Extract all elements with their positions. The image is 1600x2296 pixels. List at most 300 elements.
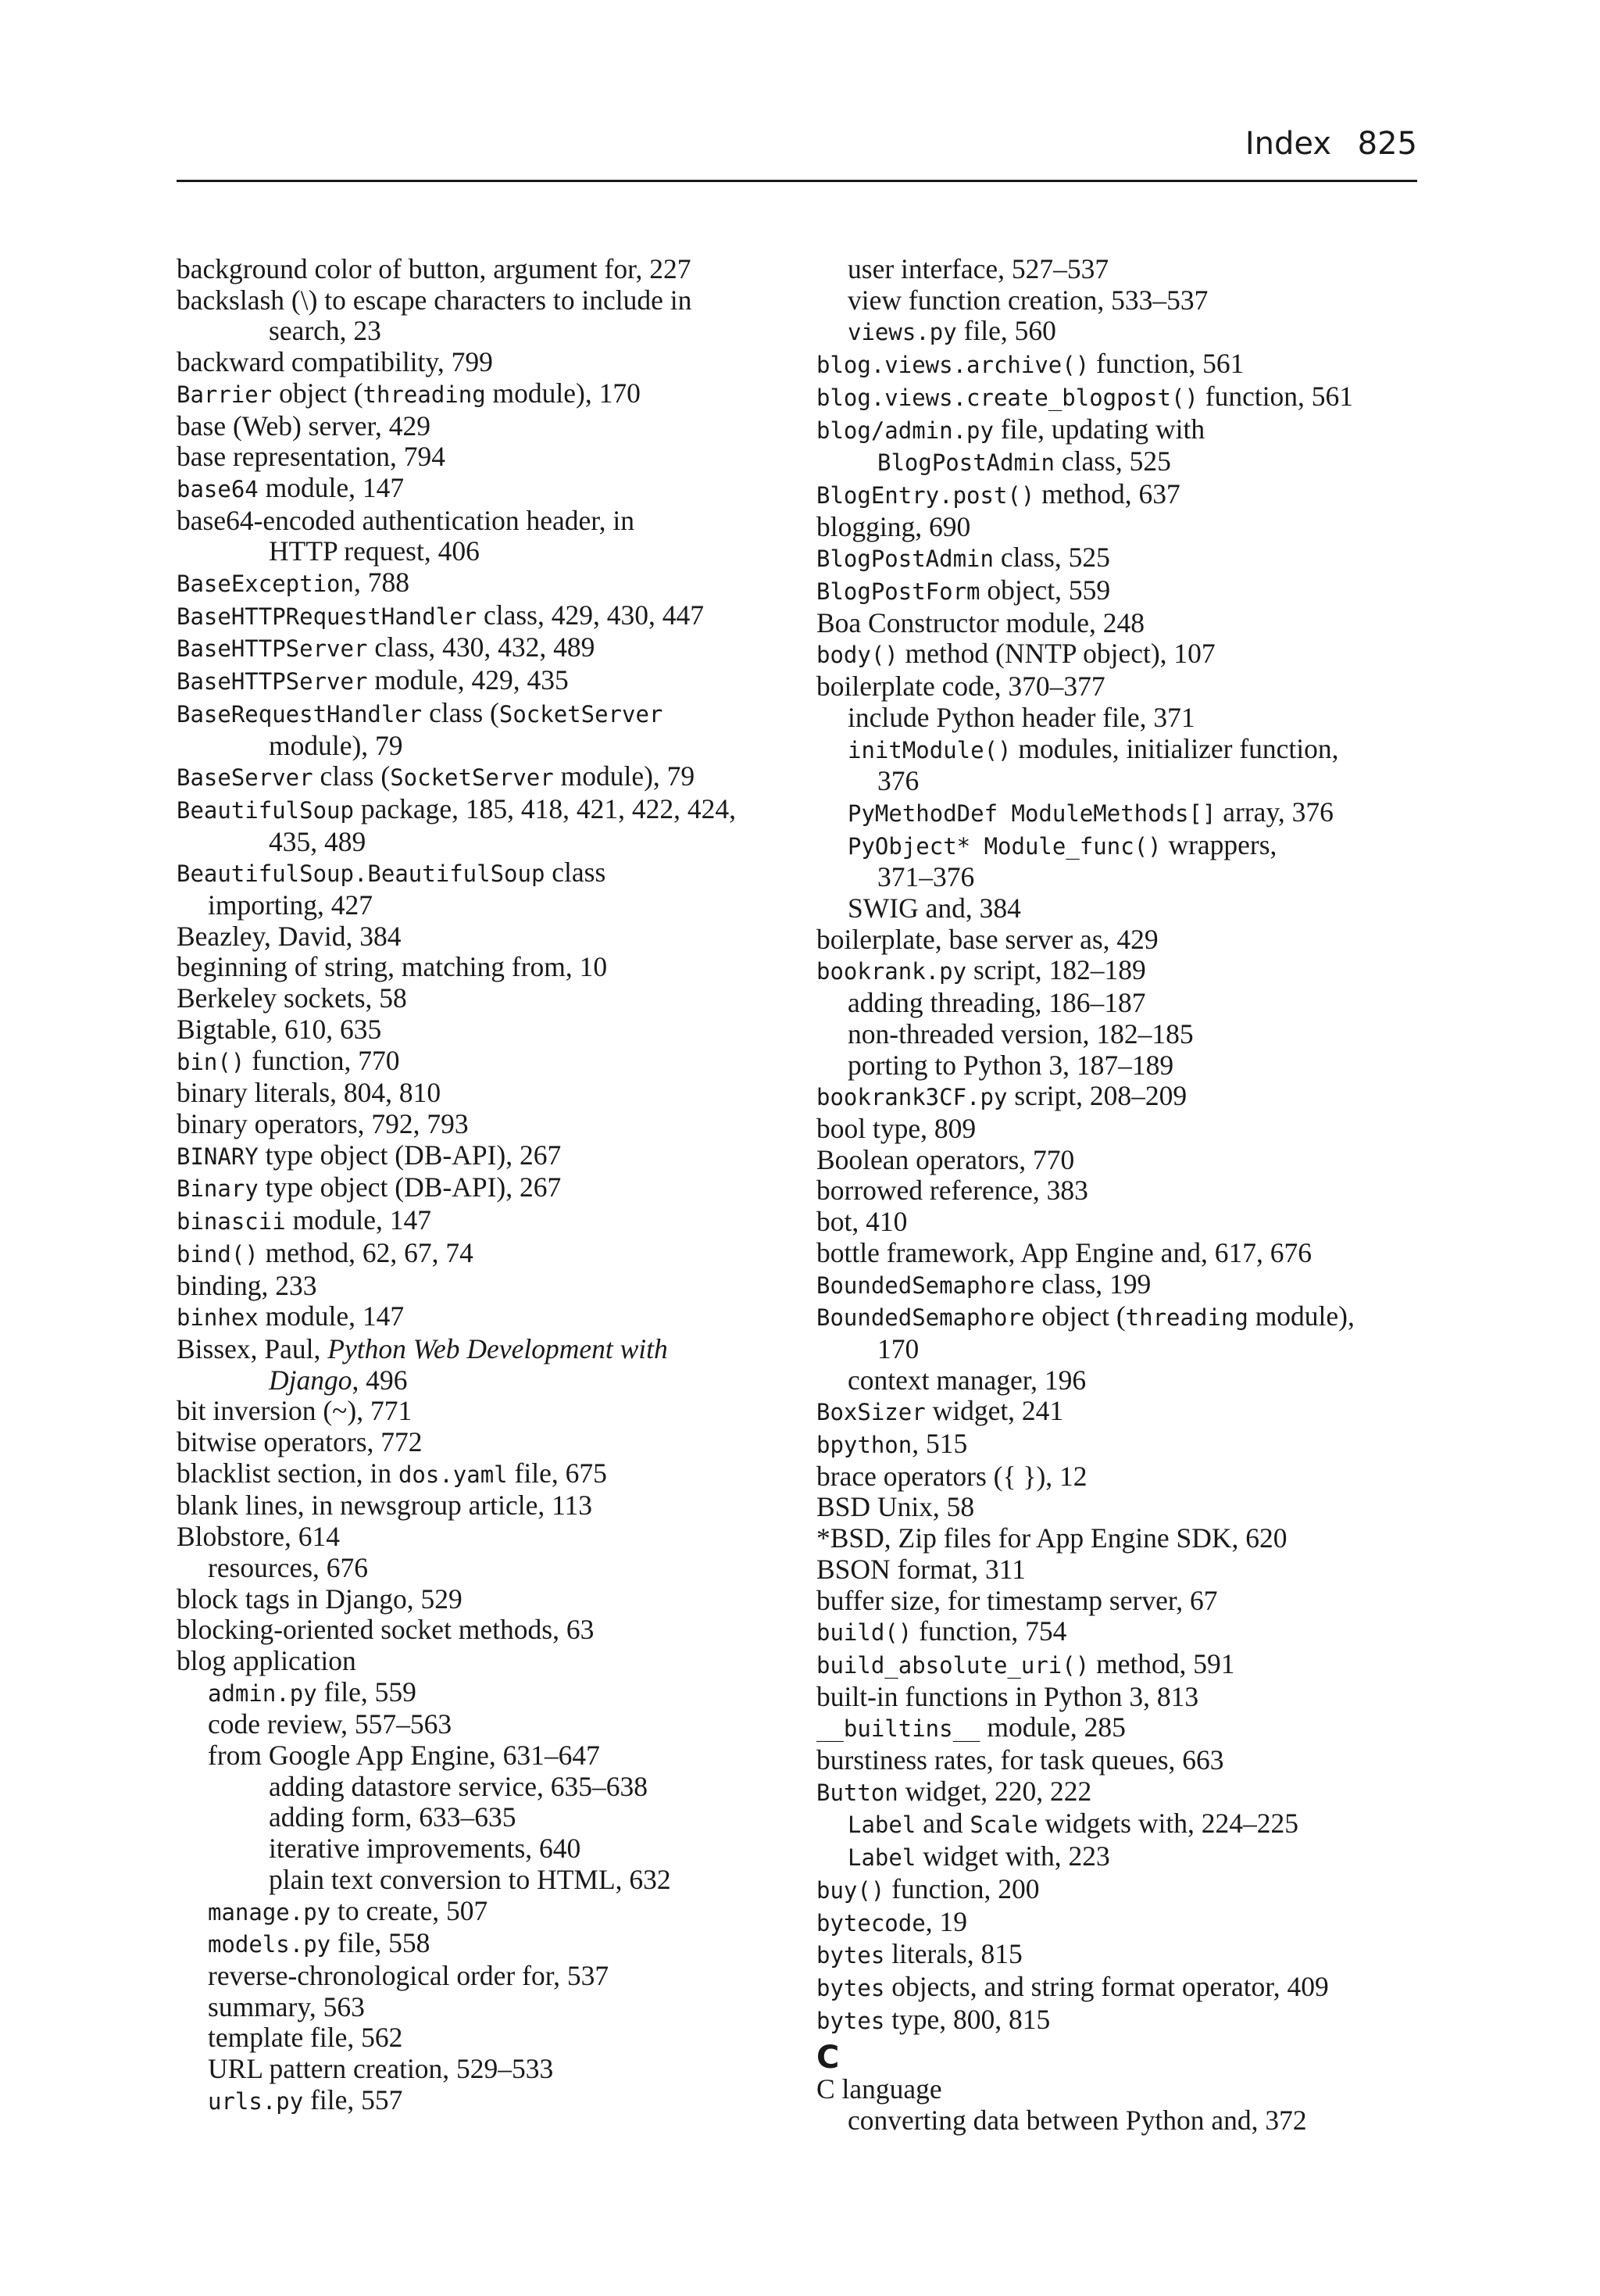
index-entry — [816, 479, 1441, 512]
entry-text: HTTP request, 406 — [269, 535, 480, 567]
index-entry — [816, 1269, 1441, 1302]
entry-text: Beazley, David, 384 — [177, 920, 402, 952]
entry-text: boilerplate code, 370–377 — [816, 671, 1105, 703]
entry-text: base (Web) server, 429 — [177, 409, 430, 442]
index-column-right — [816, 254, 1441, 2137]
index-entry — [177, 1078, 802, 1109]
code-term: bin() — [177, 1048, 245, 1075]
entry-text: , 788 — [353, 567, 409, 599]
entry-text: class ( — [312, 760, 391, 792]
code-term: BaseHTTPRequestHandler — [177, 603, 477, 630]
index-entry — [816, 414, 1441, 447]
index-entry — [177, 347, 802, 378]
index-entry — [816, 575, 1441, 608]
entry-text: binary literals, 804, 810 — [177, 1077, 441, 1109]
entry-text: Bigtable, 610, 635 — [177, 1013, 382, 1045]
code-term: bytes — [816, 1974, 885, 2001]
code-term: bytes — [816, 1942, 885, 1969]
index-subentry — [177, 1802, 802, 1833]
entry-text: bit inversion (~), 771 — [177, 1395, 412, 1427]
entry-text: script, 208–209 — [1007, 1080, 1188, 1112]
entry-text: binary operators, 792, 793 — [177, 1107, 469, 1139]
entry-text: class — [545, 857, 606, 889]
entry-text: widget, 220, 222 — [898, 1775, 1092, 1807]
code-term: base64 — [177, 475, 259, 502]
code-term: build() — [816, 1619, 912, 1647]
index-entry — [177, 1490, 802, 1522]
code-term: Button — [816, 1779, 898, 1806]
index-entry — [177, 285, 802, 317]
entry-text: blogging, 690 — [816, 510, 971, 542]
entry-text: function, 200 — [884, 1872, 1040, 1904]
entry-text: Bissex, Paul, — [177, 1332, 328, 1364]
index-subentry — [177, 1677, 802, 1710]
index-entry — [816, 955, 1441, 988]
index-subentry — [816, 797, 1441, 830]
entry-text: file, updating with — [993, 413, 1205, 445]
index-entry — [816, 1114, 1441, 1145]
code-term: views.py — [848, 319, 957, 346]
index-subentry — [816, 446, 1441, 479]
entry-text: Python Web Development with — [327, 1332, 668, 1364]
code-term: BINARY — [177, 1143, 259, 1170]
index-subentry — [816, 893, 1441, 924]
entry-text: class, 525 — [993, 542, 1110, 574]
index-entry — [177, 1522, 802, 1553]
entry-text: module, 285 — [980, 1711, 1126, 1743]
entry-text: boilerplate, base server as, 429 — [816, 923, 1159, 955]
entry-text: to create, 507 — [330, 1894, 488, 1926]
index-subentry — [816, 734, 1441, 767]
code-term: bpython — [816, 1432, 912, 1459]
index-entry — [177, 1140, 802, 1173]
index-entry — [177, 952, 802, 983]
code-term: Binary — [177, 1175, 259, 1203]
index-entry — [816, 1616, 1441, 1649]
entry-text: method (NNTP object), 107 — [898, 638, 1216, 670]
code-term: SocketServer — [498, 700, 663, 728]
code-term: Barrier — [177, 381, 273, 408]
index-entry — [816, 542, 1441, 575]
code-term: bookrank3CF.py — [816, 1084, 1008, 1111]
index-entry — [177, 921, 802, 953]
entry-text: base64-encoded authentication header, in — [177, 504, 635, 536]
code-term: models.py — [208, 1931, 331, 1958]
entry-text: class, 525 — [1054, 445, 1171, 477]
index-entry — [816, 1301, 1441, 1334]
entry-text: porting to Python 3, 187–189 — [848, 1049, 1174, 1081]
entry-text: Boolean operators, 770 — [816, 1143, 1075, 1175]
entry-text: converting data between Python and, 372 — [848, 2105, 1307, 2137]
entry-text: class ( — [422, 696, 499, 728]
entry-text: Berkeley sockets, 58 — [177, 982, 407, 1014]
index-entry — [816, 1554, 1441, 1586]
index-entry — [177, 1046, 802, 1078]
index-subentry — [177, 1365, 802, 1397]
index-subentry — [177, 827, 802, 858]
header-rule — [177, 180, 1417, 182]
entry-text: code review, 557–563 — [208, 1708, 452, 1740]
entry-text: template file, 562 — [208, 2022, 403, 2054]
index-subentry — [816, 254, 1441, 285]
index-subentry — [816, 316, 1441, 349]
code-term: body() — [816, 642, 898, 669]
code-term: BlogPostAdmin — [877, 449, 1055, 477]
entry-text: module, 147 — [258, 1300, 405, 1332]
index-subentry — [816, 1019, 1441, 1050]
entry-text: object ( — [272, 377, 363, 409]
index-subentry — [816, 1808, 1441, 1841]
index-entry — [816, 1972, 1441, 2005]
entry-text: method, 62, 67, 74 — [258, 1236, 473, 1268]
index-subentry — [177, 1928, 802, 1961]
entry-text: file, 559 — [316, 1676, 416, 1708]
index-subentry — [816, 830, 1441, 863]
index-entry — [816, 1586, 1441, 1617]
entry-text: background color of button, argument for, 227 — [177, 253, 691, 284]
code-term: BaseRequestHandler — [177, 700, 423, 728]
entry-text: type object (DB-API), 267 — [258, 1171, 562, 1203]
index-entry — [816, 1523, 1441, 1554]
entry-text: , 515 — [912, 1428, 968, 1460]
entry-text: module), 79 — [269, 729, 403, 761]
index-subentry — [816, 766, 1441, 797]
code-term: bytecode — [816, 1909, 926, 1937]
index-entry — [816, 2005, 1441, 2037]
index-entry — [177, 1109, 802, 1140]
code-term: BaseServer — [177, 764, 313, 792]
entry-text: , 496 — [352, 1364, 408, 1396]
entry-text: blocking-oriented socket methods, 63 — [177, 1614, 595, 1646]
index-subentry — [177, 1961, 802, 1992]
entry-text: wrappers, — [1161, 828, 1277, 860]
entry-text: burstiness rates, for task queues, 663 — [816, 1744, 1224, 1776]
index-entry — [177, 1205, 802, 1238]
index-entry — [177, 442, 802, 473]
index-entry — [816, 2074, 1441, 2105]
code-term: Scale — [970, 1811, 1038, 1839]
index-entry — [816, 1712, 1441, 1745]
entry-text: type object (DB-API), 267 — [258, 1139, 562, 1171]
index-subentry — [177, 2085, 802, 2118]
entry-text: class, 429, 430, 447 — [477, 599, 704, 631]
index-subentry — [177, 1709, 802, 1740]
index-entry — [816, 638, 1441, 671]
code-term: BeautifulSoup.BeautifulSoup — [177, 860, 545, 888]
page-number: 825 — [1357, 126, 1417, 162]
index-entry — [177, 600, 802, 633]
entry-text: iterative improvements, 640 — [269, 1833, 581, 1865]
code-term: build_absolute_uri() — [816, 1651, 1090, 1679]
entry-text: widget, 241 — [925, 1395, 1064, 1427]
index-entry — [177, 857, 802, 890]
index-entry — [177, 698, 802, 731]
index-entry — [816, 1396, 1441, 1429]
entry-text: function, 561 — [1089, 348, 1245, 380]
entry-text: BSD Unix, 58 — [816, 1491, 975, 1523]
entry-text: user interface, 527–537 — [848, 253, 1109, 284]
index-entry — [816, 1145, 1441, 1176]
code-term: Label — [848, 1811, 916, 1839]
index-subentry — [177, 316, 802, 347]
code-term: PyObject* Module_func() — [848, 832, 1162, 860]
index-entry — [177, 665, 802, 698]
index-subentry — [816, 703, 1441, 734]
entry-text: function, 754 — [912, 1615, 1067, 1647]
entry-text: blacklist section, in — [177, 1457, 398, 1489]
code-term: BaseException — [177, 570, 354, 598]
index-subentry — [177, 2022, 802, 2054]
code-term: Label — [848, 1844, 916, 1872]
entry-text: backslash (\) to escape characters to include in — [177, 284, 692, 316]
index-entry — [816, 1081, 1441, 1114]
index-subentry — [816, 2105, 1441, 2137]
entry-text: file, 560 — [956, 315, 1056, 347]
entry-text: *BSD, Zip files for App Engine SDK, 620 — [816, 1522, 1288, 1554]
code-term: BoundedSemaphore — [816, 1271, 1035, 1299]
index-entry — [177, 1334, 802, 1365]
entry-text: backward compatibility, 799 — [177, 346, 493, 378]
code-term: urls.py — [208, 2087, 304, 2115]
code-term: BeautifulSoup — [177, 796, 354, 824]
entry-text: method, 591 — [1089, 1647, 1235, 1679]
index-entry — [816, 1207, 1441, 1238]
entry-text: summary, 563 — [208, 1990, 365, 2022]
code-term: buy() — [816, 1876, 885, 1904]
entry-text: buffer size, for timestamp server, 67 — [816, 1584, 1218, 1616]
code-term: BlogEntry.post() — [816, 481, 1035, 509]
entry-text: bottle framework, App Engine and, 617, 676 — [816, 1236, 1312, 1268]
entry-text: module), 170 — [485, 377, 641, 409]
code-term: threading — [1125, 1304, 1248, 1332]
entry-text: adding threading, 186–187 — [848, 987, 1146, 1019]
entry-text: resources, 676 — [208, 1551, 369, 1583]
entry-text: widgets with, 224–225 — [1038, 1808, 1298, 1840]
index-entry — [177, 378, 802, 411]
code-term: BlogPostAdmin — [816, 545, 994, 573]
index-entry — [816, 1682, 1441, 1713]
entry-text: widget with, 223 — [916, 1840, 1110, 1872]
code-term: admin.py — [208, 1679, 317, 1707]
entry-text: base representation, 794 — [177, 441, 446, 473]
entry-text: 170 — [877, 1332, 920, 1364]
entry-text: function, 770 — [245, 1044, 400, 1076]
index-entry — [177, 1014, 802, 1046]
index-subentry — [816, 285, 1441, 317]
entry-text: include Python header file, 371 — [848, 701, 1195, 733]
entry-text: file, 557 — [303, 2083, 403, 2115]
code-term: BlogPostForm — [816, 578, 980, 606]
index-entry — [177, 411, 802, 442]
index-subentry — [816, 988, 1441, 1019]
code-term: BaseHTTPServer — [177, 635, 368, 663]
index-entry — [816, 924, 1441, 956]
entry-text: borrowed reference, 383 — [816, 1175, 1088, 1207]
index-subentry — [177, 1865, 802, 1896]
entry-text: function, 561 — [1198, 380, 1354, 412]
entry-text: object ( — [1034, 1300, 1126, 1332]
entry-text: object, 559 — [980, 574, 1111, 606]
index-entry — [177, 567, 802, 600]
entry-text: blank lines, in newsgroup article, 113 — [177, 1490, 593, 1522]
entry-text: and — [916, 1808, 970, 1840]
index-entry — [816, 1907, 1441, 1940]
entry-text: search, 23 — [269, 315, 381, 347]
entry-text: non-threaded version, 182–185 — [848, 1017, 1194, 1050]
entry-text: Blobstore, 614 — [177, 1521, 341, 1553]
index-letter-heading — [816, 2041, 1441, 2074]
entry-text: script, 182–189 — [966, 954, 1146, 986]
index-subentry — [177, 731, 802, 762]
index-entry — [816, 1238, 1441, 1269]
code-term: dos.yaml — [398, 1461, 508, 1488]
code-term: blog/admin.py — [816, 417, 994, 444]
entry-text: array, 376 — [1216, 796, 1334, 828]
index-entry — [816, 1175, 1441, 1207]
index-entry — [177, 1271, 802, 1302]
index-subentry — [177, 890, 802, 921]
entry-text: package, 185, 418, 421, 422, 424, — [353, 792, 737, 824]
index-entry — [177, 1646, 802, 1677]
index-entry — [177, 1172, 802, 1205]
entry-text: file, 558 — [330, 1927, 430, 1959]
index-subentry — [177, 1992, 802, 2023]
entry-text: adding form, 633–635 — [269, 1801, 516, 1833]
entry-text: BSON format, 311 — [816, 1553, 1026, 1585]
entry-text: from Google App Engine, 631–647 — [208, 1740, 600, 1772]
entry-text: C language — [816, 2073, 942, 2105]
entry-text: Boa Constructor module, 248 — [816, 606, 1145, 638]
entry-text: method, 637 — [1034, 477, 1180, 510]
index-entry — [177, 1427, 802, 1458]
entry-text: modules, initializer function, — [1011, 732, 1339, 764]
page-header — [177, 121, 1417, 168]
index-subentry — [177, 536, 802, 567]
index-entry — [816, 1649, 1441, 1682]
code-term: binascii — [177, 1208, 286, 1236]
entry-text: context manager, 196 — [848, 1364, 1087, 1396]
index-entry — [816, 1939, 1441, 1972]
entry-text: module), 79 — [553, 760, 695, 792]
index-entry — [177, 983, 802, 1014]
code-term: blog.views.create_blogpost() — [816, 384, 1198, 411]
entry-text: block tags in Django, 529 — [177, 1583, 462, 1615]
index-entry — [177, 632, 802, 665]
code-term: PyMethodDef ModuleMethods[] — [848, 799, 1216, 827]
code-term: BoundedSemaphore — [816, 1304, 1035, 1332]
entry-text: , 19 — [925, 1905, 967, 1937]
entry-text: bot, 410 — [816, 1206, 908, 1238]
code-term: threading — [362, 381, 486, 408]
code-term: initModule() — [848, 736, 1012, 764]
index-entry — [816, 1429, 1441, 1461]
index-subentry — [816, 1050, 1441, 1082]
index-entry — [816, 1745, 1441, 1776]
entry-text: reverse-chronological order for, 537 — [208, 1959, 609, 1991]
entry-text: beginning of string, matching from, 10 — [177, 951, 608, 983]
code-term: bind() — [177, 1240, 259, 1268]
index-entry — [816, 671, 1441, 703]
entry-text: bitwise operators, 772 — [177, 1426, 423, 1458]
index-entry — [177, 1458, 802, 1491]
index-subentry — [177, 1772, 802, 1803]
index-entry — [177, 1301, 802, 1334]
index-entry — [816, 381, 1441, 414]
index-entry — [177, 1615, 802, 1646]
entry-text: module), — [1248, 1300, 1355, 1332]
index-entry — [177, 761, 802, 794]
entry-text: class, 199 — [1034, 1268, 1152, 1300]
index-subentry — [177, 1896, 802, 1929]
entry-text: class, 430, 432, 489 — [367, 631, 595, 663]
code-term: bytes — [816, 2007, 885, 2034]
entry-text: plain text conversion to HTML, 632 — [269, 1863, 671, 1895]
code-term: bookrank.py — [816, 958, 967, 985]
index-entry — [816, 608, 1441, 639]
entry-text: Django — [269, 1364, 352, 1396]
entry-text: adding datastore service, 635–638 — [269, 1770, 648, 1802]
index-subentry — [177, 2054, 802, 2085]
index-entry — [816, 1874, 1441, 1907]
code-term: BoxSizer — [816, 1399, 926, 1426]
entry-text: importing, 427 — [208, 889, 373, 921]
code-term: binhex — [177, 1304, 259, 1332]
index-column-left — [177, 254, 802, 2117]
code-term: SocketServer — [390, 764, 554, 792]
entry-text: type, 800, 815 — [884, 2003, 1051, 2035]
entry-text: binding, 233 — [177, 1269, 317, 1301]
index-entry — [816, 1776, 1441, 1809]
entry-text: objects, and string format operator, 409 — [884, 1970, 1329, 2002]
entry-text: brace operators ({ }), 12 — [816, 1460, 1088, 1492]
index-subentry — [177, 1833, 802, 1865]
running-head-title: Index — [1245, 126, 1331, 162]
entry-text: module, 147 — [285, 1204, 432, 1236]
index-subentry — [177, 1553, 802, 1584]
entry-text: 376 — [877, 765, 920, 797]
index-subentry — [177, 1740, 802, 1772]
entry-text: 435, 489 — [269, 825, 366, 857]
index-entry — [816, 349, 1441, 381]
entry-text: URL pattern creation, 529–533 — [208, 2053, 554, 2085]
entry-text: blog application — [177, 1644, 356, 1676]
entry-text: built-in functions in Python 3, 813 — [816, 1680, 1199, 1712]
code-term: blog.views.archive() — [816, 352, 1090, 379]
entry-text: view function creation, 533–537 — [848, 284, 1209, 316]
index-subentry — [816, 862, 1441, 893]
code-term: __builtins__ — [816, 1715, 980, 1743]
index-entry — [177, 1396, 802, 1427]
index-entry — [177, 1584, 802, 1615]
index-subentry — [816, 1841, 1441, 1874]
entry-text: file, 675 — [507, 1457, 607, 1489]
index-subentry — [816, 1334, 1441, 1365]
code-term: BaseHTTPServer — [177, 668, 368, 696]
entry-text: module, 147 — [258, 471, 405, 503]
index-entry — [177, 254, 802, 285]
index-entry — [177, 473, 802, 506]
entry-text: SWIG and, 384 — [848, 892, 1021, 924]
entry-text: C — [816, 2040, 840, 2076]
entry-text: 371–376 — [877, 861, 975, 893]
index-entry — [177, 794, 802, 827]
entry-text: module, 429, 435 — [367, 664, 569, 696]
code-term: manage.py — [208, 1898, 331, 1926]
index-entry — [816, 512, 1441, 543]
index-entry — [177, 1238, 802, 1271]
index-entry — [816, 1492, 1441, 1523]
entry-text: bool type, 809 — [816, 1112, 977, 1144]
